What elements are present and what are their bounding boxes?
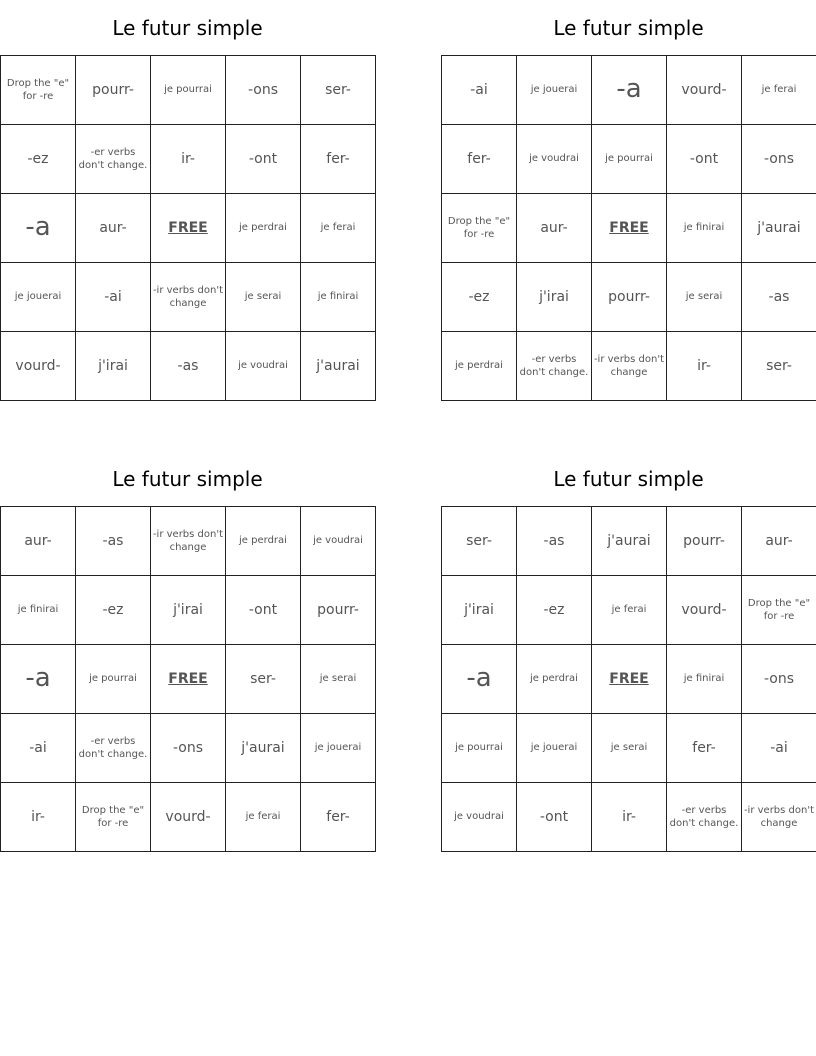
bingo-cell: -a	[592, 56, 667, 125]
bingo-cell: fer-	[301, 783, 376, 852]
bingo-cell: j'aurai	[301, 332, 376, 401]
bingo-cell: -ai	[76, 263, 151, 332]
bingo-cell: j'irai	[442, 576, 517, 645]
bingo-cell: -er verbs don't change.	[667, 783, 742, 852]
bingo-grid	[0, 55, 376, 401]
grid-row	[442, 332, 816, 401]
grid-row	[442, 56, 816, 125]
grid-row	[442, 714, 816, 783]
bingo-cell: vourd-	[667, 576, 742, 645]
bingo-card-2	[441, 0, 816, 401]
bingo-cell: je serai	[226, 263, 301, 332]
bingo-cell: -ai	[442, 56, 517, 125]
bingo-cell: je finirai	[301, 263, 376, 332]
bingo-cell: -ons	[151, 714, 226, 783]
bingo-card-4	[441, 451, 816, 852]
bingo-cell: Drop the "e" for -re	[742, 576, 816, 645]
bingo-cell: je pourrai	[592, 125, 667, 194]
bingo-cell: je ferai	[592, 576, 667, 645]
bingo-cell: je pourrai	[151, 56, 226, 125]
bingo-cell: -ai	[1, 714, 76, 783]
bingo-cell: pourr-	[592, 263, 667, 332]
bingo-cell: je voudrai	[226, 332, 301, 401]
free-space: FREE	[151, 645, 226, 714]
bingo-cell: je ferai	[742, 56, 816, 125]
bingo-grid	[0, 506, 376, 852]
bingo-cell: je perdrai	[442, 332, 517, 401]
bingo-cell: -er verbs don't change.	[76, 714, 151, 783]
bingo-cell: je voudrai	[517, 125, 592, 194]
grid-row	[442, 125, 816, 194]
bingo-cell: -ont	[517, 783, 592, 852]
bingo-cell: je voudrai	[301, 507, 376, 576]
bingo-cell: -as	[742, 263, 816, 332]
grid-row	[442, 645, 816, 714]
bingo-cell: -ont	[667, 125, 742, 194]
bingo-cell: -as	[517, 507, 592, 576]
bingo-cell: je voudrai	[442, 783, 517, 852]
bingo-cell: -ons	[742, 125, 816, 194]
bingo-cell: -ai	[742, 714, 816, 783]
bingo-cell: -ez	[442, 263, 517, 332]
free-space: FREE	[592, 194, 667, 263]
bingo-cell: je serai	[667, 263, 742, 332]
bingo-cell: je pourrai	[442, 714, 517, 783]
card-title: Le futur simple	[553, 467, 704, 491]
grid-row	[1, 332, 376, 401]
bingo-cell: je perdrai	[517, 645, 592, 714]
bingo-cell: ser-	[742, 332, 816, 401]
bingo-cell: je finirai	[667, 194, 742, 263]
bingo-cell: -ont	[226, 125, 301, 194]
bingo-cell: pourr-	[76, 56, 151, 125]
bingo-cell: vourd-	[151, 783, 226, 852]
bingo-cell: pourr-	[301, 576, 376, 645]
bingo-cell: j'aurai	[592, 507, 667, 576]
bingo-cell: Drop the "e" for -re	[76, 783, 151, 852]
bingo-cell: je finirai	[1, 576, 76, 645]
bingo-cell: Drop the "e" for -re	[442, 194, 517, 263]
bingo-cell: -ez	[76, 576, 151, 645]
bingo-cell: je jouerai	[517, 714, 592, 783]
bingo-cell: je perdrai	[226, 507, 301, 576]
bingo-cell: je ferai	[226, 783, 301, 852]
bingo-cell: je ferai	[301, 194, 376, 263]
grid-row	[1, 714, 376, 783]
bingo-cell: -ons	[742, 645, 816, 714]
bingo-cell: fer-	[667, 714, 742, 783]
bingo-cell: Drop the "e" for -re	[1, 56, 76, 125]
bingo-cell: aur-	[742, 507, 816, 576]
grid-row	[1, 576, 376, 645]
bingo-cell: vourd-	[1, 332, 76, 401]
bingo-cell: ir-	[667, 332, 742, 401]
bingo-cell: je jouerai	[301, 714, 376, 783]
bingo-cell: -ons	[226, 56, 301, 125]
bingo-cell: -ont	[226, 576, 301, 645]
bingo-cell: j'aurai	[742, 194, 816, 263]
grid-row	[442, 263, 816, 332]
bingo-cell: je serai	[301, 645, 376, 714]
bingo-cell: je jouerai	[1, 263, 76, 332]
grid-row	[1, 783, 376, 852]
bingo-cell: j'aurai	[226, 714, 301, 783]
bingo-cell: ser-	[301, 56, 376, 125]
bingo-cell: vourd-	[667, 56, 742, 125]
bingo-cell: -ir verbs don't change	[742, 783, 816, 852]
bingo-cell: -er verbs don't change.	[517, 332, 592, 401]
bingo-cell: aur-	[76, 194, 151, 263]
bingo-cell: -ir verbs don't change	[151, 507, 226, 576]
bingo-cell: ir-	[592, 783, 667, 852]
bingo-cell: -ir verbs don't change	[151, 263, 226, 332]
bingo-cell: -ir verbs don't change	[592, 332, 667, 401]
bingo-cell: -ez	[1, 125, 76, 194]
grid-row	[1, 56, 376, 125]
bingo-cell: -a	[442, 645, 517, 714]
card-title: Le futur simple	[112, 16, 263, 40]
bingo-cell: -as	[76, 507, 151, 576]
bingo-cell: -ez	[517, 576, 592, 645]
free-space: FREE	[592, 645, 667, 714]
bingo-grid	[441, 506, 816, 852]
bingo-cell: ser-	[442, 507, 517, 576]
grid-row	[442, 507, 816, 576]
bingo-cell: je pourrai	[76, 645, 151, 714]
grid-row	[1, 125, 376, 194]
bingo-cell: fer-	[442, 125, 517, 194]
bingo-cell: aur-	[517, 194, 592, 263]
bingo-cell: aur-	[1, 507, 76, 576]
bingo-cell: ser-	[226, 645, 301, 714]
bingo-cell: pourr-	[667, 507, 742, 576]
bingo-cell: -as	[151, 332, 226, 401]
grid-row	[1, 645, 376, 714]
bingo-cell: je perdrai	[226, 194, 301, 263]
free-space: FREE	[151, 194, 226, 263]
bingo-cell: j'irai	[517, 263, 592, 332]
grid-row	[1, 263, 376, 332]
bingo-cell: fer-	[301, 125, 376, 194]
card-title: Le futur simple	[553, 16, 704, 40]
grid-row	[442, 576, 816, 645]
bingo-cell: je serai	[592, 714, 667, 783]
bingo-card-1	[0, 0, 375, 401]
card-title: Le futur simple	[112, 467, 263, 491]
bingo-card-3	[0, 451, 375, 852]
bingo-cell: ir-	[1, 783, 76, 852]
grid-row	[442, 194, 816, 263]
grid-row	[1, 194, 376, 263]
grid-row	[1, 507, 376, 576]
bingo-cell: -er verbs don't change.	[76, 125, 151, 194]
bingo-cell: -a	[1, 645, 76, 714]
bingo-cell: -a	[1, 194, 76, 263]
bingo-cell: j'irai	[76, 332, 151, 401]
bingo-cell: je finirai	[667, 645, 742, 714]
grid-row	[442, 783, 816, 852]
bingo-cell: je jouerai	[517, 56, 592, 125]
bingo-grid	[441, 55, 816, 401]
bingo-cell: j'irai	[151, 576, 226, 645]
bingo-cell: ir-	[151, 125, 226, 194]
